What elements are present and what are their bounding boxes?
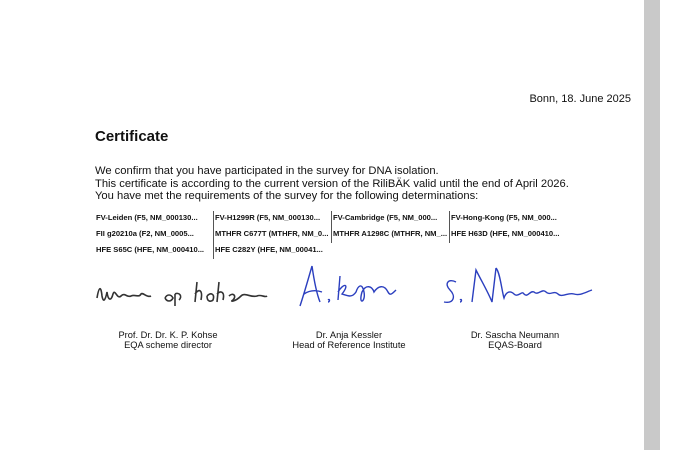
determination-item: FV-Hong-Kong (F5, NM_000... (449, 211, 567, 227)
determination-item: HFE H63D (HFE, NM_000410... (449, 227, 567, 243)
signature-scribble (95, 272, 270, 312)
signature-scribble (438, 262, 598, 312)
signatory-role: EQAS-Board (488, 340, 542, 350)
statement-line: We confirm that you have participated in the survey for DNA isolation. (95, 165, 439, 177)
vertical-scrollbar[interactable] (644, 0, 660, 450)
determination-item: FV-H1299R (F5, NM_000130... (213, 211, 331, 227)
certificate-date: Bonn, 18. June 2025 (529, 93, 631, 105)
signatory-name: Dr. Anja Kessler (315, 330, 383, 340)
determination-item: FV-Leiden (F5, NM_000130... (96, 213, 198, 222)
determination-item: MTHFR C677T (MTHFR, NM_0... (213, 227, 331, 243)
determination-item: FV-Cambridge (F5, NM_000... (331, 211, 449, 227)
statement-line: This certificate is according to the current version of the RiliBÄK valid until the end of April 2026. (95, 177, 569, 190)
signatory-name: Dr. Sascha Neumann (470, 330, 560, 340)
signature-scribble (292, 262, 402, 312)
determinations-grid (95, 211, 567, 259)
determination-item: HFE C282Y (HFE, NM_00041... (213, 243, 331, 259)
signatory-role: Head of Reference Institute (292, 340, 406, 350)
determination-item: MTHFR A1298C (MTHFR, NM_... (331, 227, 449, 243)
statement-line: You have met the requirements of the survey for the following determinations: (95, 190, 479, 202)
determination-item: FII g20210a (F2, NM_0005... (96, 229, 194, 238)
signature-kohse (95, 272, 270, 312)
certificate-title: Certificate (95, 128, 169, 145)
signature-kessler (292, 262, 402, 312)
right-margin (660, 0, 700, 450)
certificate-statement (95, 165, 625, 203)
determination-item: HFE S65C (HFE, NM_000410... (96, 245, 205, 254)
signatory-role: EQA scheme director (124, 340, 212, 350)
signatory-name: Prof. Dr. Dr. K. P. Kohse (118, 330, 218, 340)
signature-neumann (438, 262, 598, 312)
